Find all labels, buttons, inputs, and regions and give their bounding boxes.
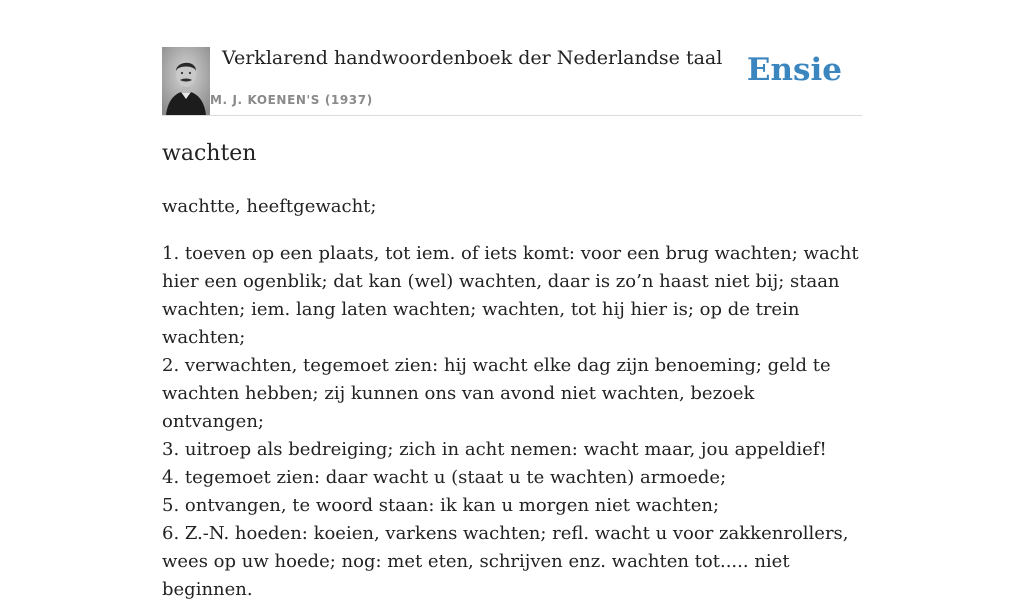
verb-forms: wachtte, heeftgewacht; bbox=[162, 196, 377, 217]
sense-item: 4. tegemoet zien: daar wacht u (staat u te wachten) armoede; bbox=[162, 467, 727, 488]
book-title: Verklarend handwoordenboek der Nederlandse taal bbox=[222, 47, 723, 69]
author-portrait bbox=[162, 47, 210, 115]
portrait-image bbox=[162, 47, 210, 115]
entry-content bbox=[162, 137, 862, 604]
sense-item: 1. toeven op een plaats, tot iem. of iets komt: voor een brug wachten; wacht hier een ogenblik; dat kan (wel) wachten, daar is zo’n haast niet bij; staan wachten; iem. lang laten wachten; wachten, tot hij hier is; op de trein wachten; bbox=[162, 243, 859, 348]
sense-item: 6. Z.-N. hoeden: koeien, varkens wachten; refl. wacht u voor zakkenrollers, wees op uw hoede; nog: met eten, schrijven enz. wachten tot..... niet beginnen. bbox=[162, 523, 849, 600]
dictionary-header bbox=[162, 46, 862, 116]
headword: wachten bbox=[162, 141, 257, 166]
sense-list bbox=[162, 240, 862, 604]
book-subtitle: M. J. KOENEN'S (1937) bbox=[210, 93, 373, 107]
sense-item: 2. verwachten, tegemoet zien: hij wacht elke dag zijn benoeming; geld te wachten hebben; zij kunnen ons van avond niet wachten, bezoek ontvangen; bbox=[162, 355, 831, 432]
sense-item: 5. ontvangen, te woord staan: ik kan u morgen niet wachten; bbox=[162, 495, 720, 516]
sense-item: 3. uitroep als bedreiging; zich in acht nemen: wacht maar, jou appeldief! bbox=[162, 439, 827, 460]
ensie-logo[interactable]: Ensie bbox=[746, 52, 842, 88]
